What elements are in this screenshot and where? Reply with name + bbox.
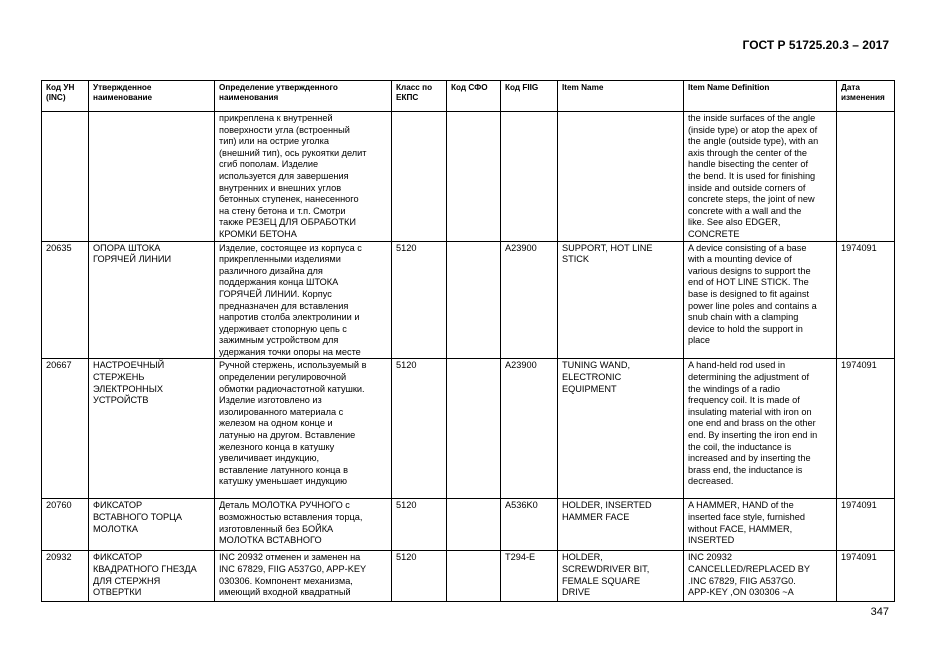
table-row: [42, 551, 895, 602]
cell-inc: 20932: [42, 551, 89, 602]
cell-item-name: SUPPORT, HOT LINE STICK: [558, 241, 684, 359]
table-row: [42, 112, 895, 242]
cell-item-name: TUNING WAND, ELECTRONIC EQUIPMENT: [558, 359, 684, 499]
col-header-date: Дата изменения: [837, 81, 895, 112]
table-row: [42, 241, 895, 359]
cell-ekps: 5120: [392, 241, 447, 359]
cell-date: 1974091: [837, 359, 895, 499]
cell-ekps: 5120: [392, 551, 447, 602]
cell-ekps: 5120: [392, 359, 447, 499]
cell-definition-en: the inside surfaces of the angle (inside type) or atop the apex of the angle (outside type), with an axis through the center of the handle bisecting the center of the bend. It is used for finishing inside and outside corners of concrete steps, the joint of new concrete with a wall and the like. See also EDGER, CONCRETE: [684, 112, 837, 242]
page-number: 347: [870, 606, 889, 618]
cell-name: ОПОРА ШТОКА ГОРЯЧЕЙ ЛИНИИ: [89, 241, 215, 359]
cell-fiig: A23900: [501, 359, 558, 499]
cell-name: ФИКСАТОР КВАДРАТНОГО ГНЕЗДА ДЛЯ СТЕРЖНЯ ОТВЕРТКИ: [89, 551, 215, 602]
cell-sfo: [447, 551, 501, 602]
cell-definition-ru: Изделие, состоящее из корпуса с прикрепленными изделиями различного дизайна для поддержания конца ШТОКА ГОРЯЧЕЙ ЛИНИИ. Корпус предназначен для вставления напротив столба электролинии и удерживает стопорную цепь с зажимным устройством для удержания точки опоры на месте: [215, 241, 392, 359]
cell-sfo: [447, 241, 501, 359]
col-header-inc: Код УН (INC): [42, 81, 89, 112]
cell-inc: [42, 112, 89, 242]
inc-table: [41, 80, 895, 602]
cell-item-name: HOLDER, SCREWDRIVER BIT, FEMALE SQUARE DRIVE: [558, 551, 684, 602]
cell-fiig: A23900: [501, 241, 558, 359]
cell-ekps: 5120: [392, 499, 447, 551]
cell-fiig: T294-E: [501, 551, 558, 602]
cell-item-name: [558, 112, 684, 242]
cell-ekps: [392, 112, 447, 242]
cell-date: 1974091: [837, 499, 895, 551]
cell-fiig: [501, 112, 558, 242]
cell-definition-en: INC 20932 CANCELLED/REPLACED BY .INC 67829, FIIG A537G0. APP-KEY ,ON 030306 ~A: [684, 551, 837, 602]
cell-inc: 20760: [42, 499, 89, 551]
cell-name: ФИКСАТОР ВСТАВНОГО ТОРЦА МОЛОТКА: [89, 499, 215, 551]
cell-definition-ru: Ручной стержень, используемый в определении регулировочной обмотки радиочастотной катушки. Изделие изготовлено из изолированного материала с железом на одном конце и латунью на другом. Вставление железного конца в катушку увеличивает индукцию, вставление латунного конца в катушку уменьшает индукцию: [215, 359, 392, 499]
cell-sfo: [447, 359, 501, 499]
cell-item-name: HOLDER, INSERTED HAMMER FACE: [558, 499, 684, 551]
cell-inc: 20667: [42, 359, 89, 499]
col-header-fiig: Код FIIG: [501, 81, 558, 112]
cell-date: 1974091: [837, 241, 895, 359]
cell-definition-ru: прикреплена к внутренней поверхности угла (встроенный тип) или на острие уголка (внешний тип), ось рукоятки делит сгиб пополам. Изделие используется для завершения внутренних и внешних углов бетонных ступенек, нанесенного на стену бетона и т.п. Смотри также РЕЗЕЦ ДЛЯ ОБРАБОТКИ КРОМКИ БЕТОНА: [215, 112, 392, 242]
cell-fiig: A536K0: [501, 499, 558, 551]
col-header-item-name: Item Name: [558, 81, 684, 112]
cell-definition-ru: INC 20932 отменен и заменен на INC 67829, FIIG A537G0, APP-KEY 030306. Компонент механизма, имеющий входной квадратный: [215, 551, 392, 602]
cell-definition-ru: Деталь МОЛОТКА РУЧНОГО с возможностью вставления торца, изготовленный без БОЙКА МОЛОТКА ВСТАВНОГО: [215, 499, 392, 551]
table-row: [42, 499, 895, 551]
cell-name: НАСТРОЕЧНЫЙ СТЕРЖЕНЬ ЭЛЕКТРОННЫХ УСТРОЙСТВ: [89, 359, 215, 499]
cell-definition-en: A HAMMER, HAND of the inserted face style, furnished without FACE, HAMMER, INSERTED: [684, 499, 837, 551]
cell-name: [89, 112, 215, 242]
cell-date: [837, 112, 895, 242]
cell-definition-en: A hand-held rod used in determining the adjustment of the windings of a radio frequency coil. It is made of insulating material with iron on one end and brass on the other end. By inserting the iron end in the coil, the inductance is increased and by inserting the brass end, the inductance is decreased.: [684, 359, 837, 499]
table-row: [42, 359, 895, 499]
cell-inc: 20635: [42, 241, 89, 359]
col-header-ekps: Класс по ЕКПС: [392, 81, 447, 112]
document-header: ГОСТ Р 51725.20.3 – 2017: [742, 38, 889, 52]
col-header-definition-en: Item Name Definition: [684, 81, 837, 112]
cell-date: 1974091: [837, 551, 895, 602]
table-header-row: [42, 81, 895, 112]
col-header-name: Утвержденное наименование: [89, 81, 215, 112]
cell-definition-en: A device consisting of a base with a mounting device of various designs to support the end of HOT LINE STICK. The base is designed to fit against power line poles and contains a snub chain with a clamping device to hold the support in place: [684, 241, 837, 359]
col-header-definition-ru: Определение утвержденного наименования: [215, 81, 392, 112]
cell-sfo: [447, 499, 501, 551]
cell-sfo: [447, 112, 501, 242]
col-header-sfo: Код СФО: [447, 81, 501, 112]
